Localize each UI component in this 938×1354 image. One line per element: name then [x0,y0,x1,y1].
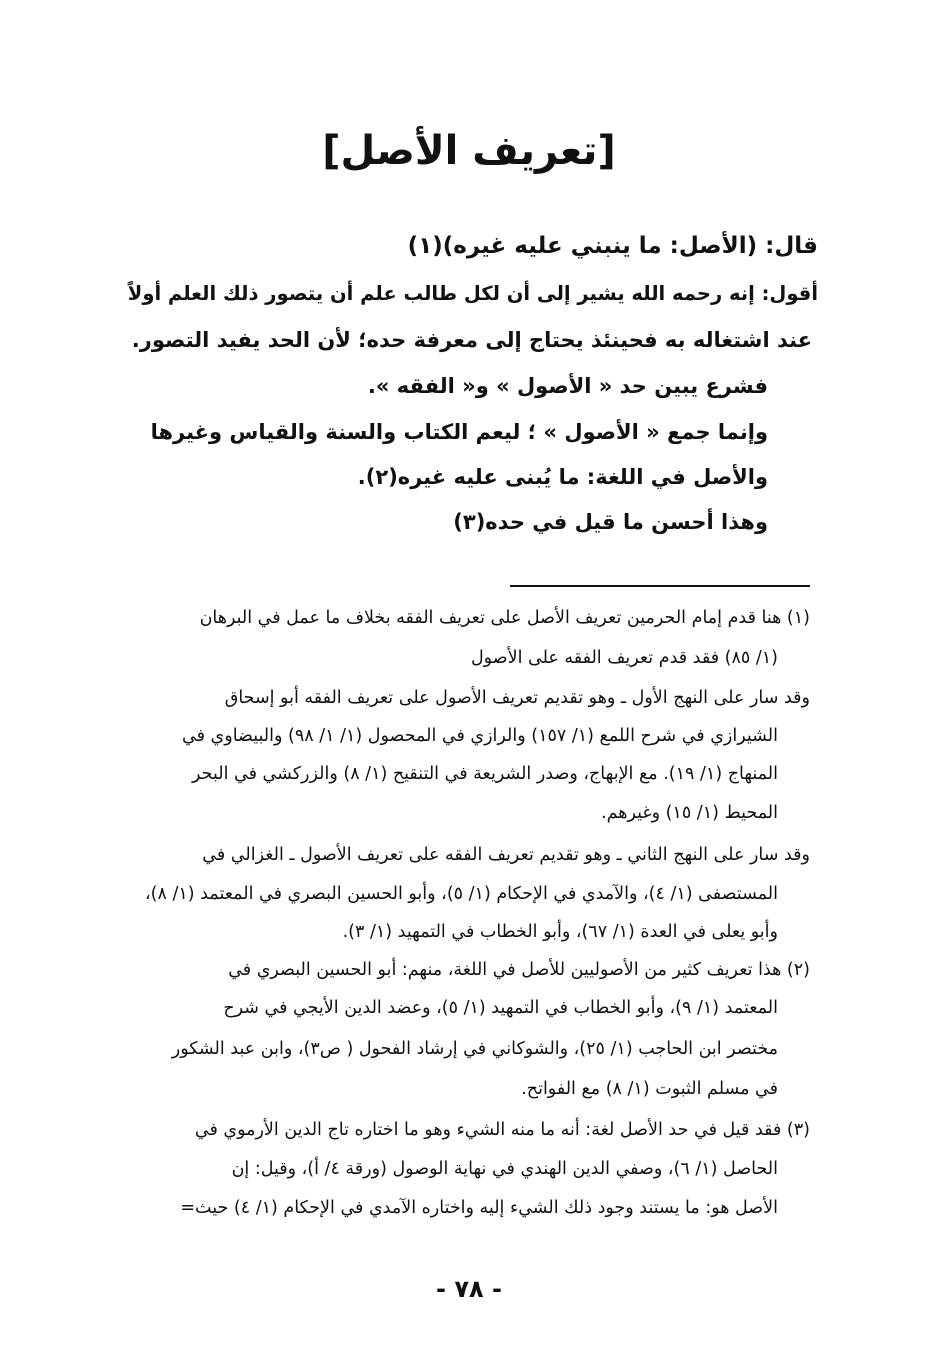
footnote-line: وقد سار على النهج الأول ـ وهو تقديم تعريف الأصول على تعريف الفقه أبو إسحاق [224,688,810,708]
footnote-line: (٣) فقد قيل في حد الأصل لغة: أنه ما منه الشيء وهو ما اختاره تاج الدين الأرموي في [194,1120,810,1140]
footnote-line: (٢) هذا تعريف كثير من الأصوليين للأصل في اللغة، منهم: أبو الحسين البصري في [228,960,810,980]
main-line-5: وإنما جمع « الأصول » ؛ ليعم الكتاب والسنة والقياس وغيرها [150,420,768,444]
footnote-line: المستصفى (١/ ٤)، والآمدي في الإحكام (١/ ٥)، وأبو الحسين البصري في المعتمد (١/ ٨)، [144,884,778,904]
footnote-line: (١/ ٨٥) فقد قدم تعريف الفقه على الأصول [470,648,778,668]
footnote-line: الحاصل (١/ ٦)، وصفي الدين الهندي في نهاية الوصول (ورقة ٤/ أ)، وقيل: إن [231,1159,778,1179]
footnote-line: المحيط (١/ ١٥) وغيرهم. [601,803,778,823]
main-line-4: فشرع يبين حد « الأصول » و« الفقه ». [367,374,768,398]
footnote-line: مختصر ابن الحاجب (١/ ٢٥)، والشوكاني في إرشاد الفحول ( ص٣)، وابن عبد الشكور [171,1039,778,1059]
footnote-line: الشيرازي في شرح اللمع (١/ ١٥٧) والرازي في المحصول (١/ ١/ ٩٨) والبيضاوي في [182,726,778,746]
page-number: - ٧٨ - [436,1275,502,1303]
main-line-6: والأصل في اللغة: ما يُبنى عليه غيره(٢). [357,465,768,489]
section-title: [تعريف الأصل] [322,128,616,174]
footnote-line: المنهاج (١/ ١٩). مع الإبهاج، وصدر الشريعة في التنقيح (١/ ٨) والزركشي في البحر [192,764,778,784]
main-line-3: عند اشتغاله به فحينئذ يحتاج إلى معرفة حده؛ لأن الحد يفيد التصور. [131,328,812,352]
footnote-separator [510,585,810,587]
footnote-line: الأصل هو: ما يستند وجود ذلك الشيء إليه واختاره الآمدي في الإحكام (١/ ٤) حيث= [180,1198,778,1218]
footnote-line: وأبو يعلى في العدة (١/ ٦٧)، وأبو الخطاب في التمهيد (١/ ٣). [342,922,778,942]
footnote-line: (١) هنا قدم إمام الحرمين تعريف الأصل على تعريف الفقه بخلاف ما عمل في البرهان [199,608,810,628]
footnote-line: المعتمد (١/ ٩)، وأبو الخطاب في التمهيد (١/ ٥)، وعضد الدين الأيجي في شرح [223,998,778,1018]
main-line-1: قال: (الأصل: ما ينبني عليه غيره)(١) [407,233,818,259]
main-line-2: أقول: إنه رحمه الله يشير إلى أن لكل طالب علم أن يتصور ذلك العلم أولاً [127,282,818,305]
footnote-line: وقد سار على النهج الثاني ـ وهو تقديم تعريف الفقه على تعريف الأصول ـ الغزالي في [202,845,810,865]
footnote-line: في مسلم الثبوت (١/ ٨) مع الفواتح. [521,1079,778,1099]
main-line-7: وهذا أحسن ما قيل في حده(٣) [453,510,768,534]
